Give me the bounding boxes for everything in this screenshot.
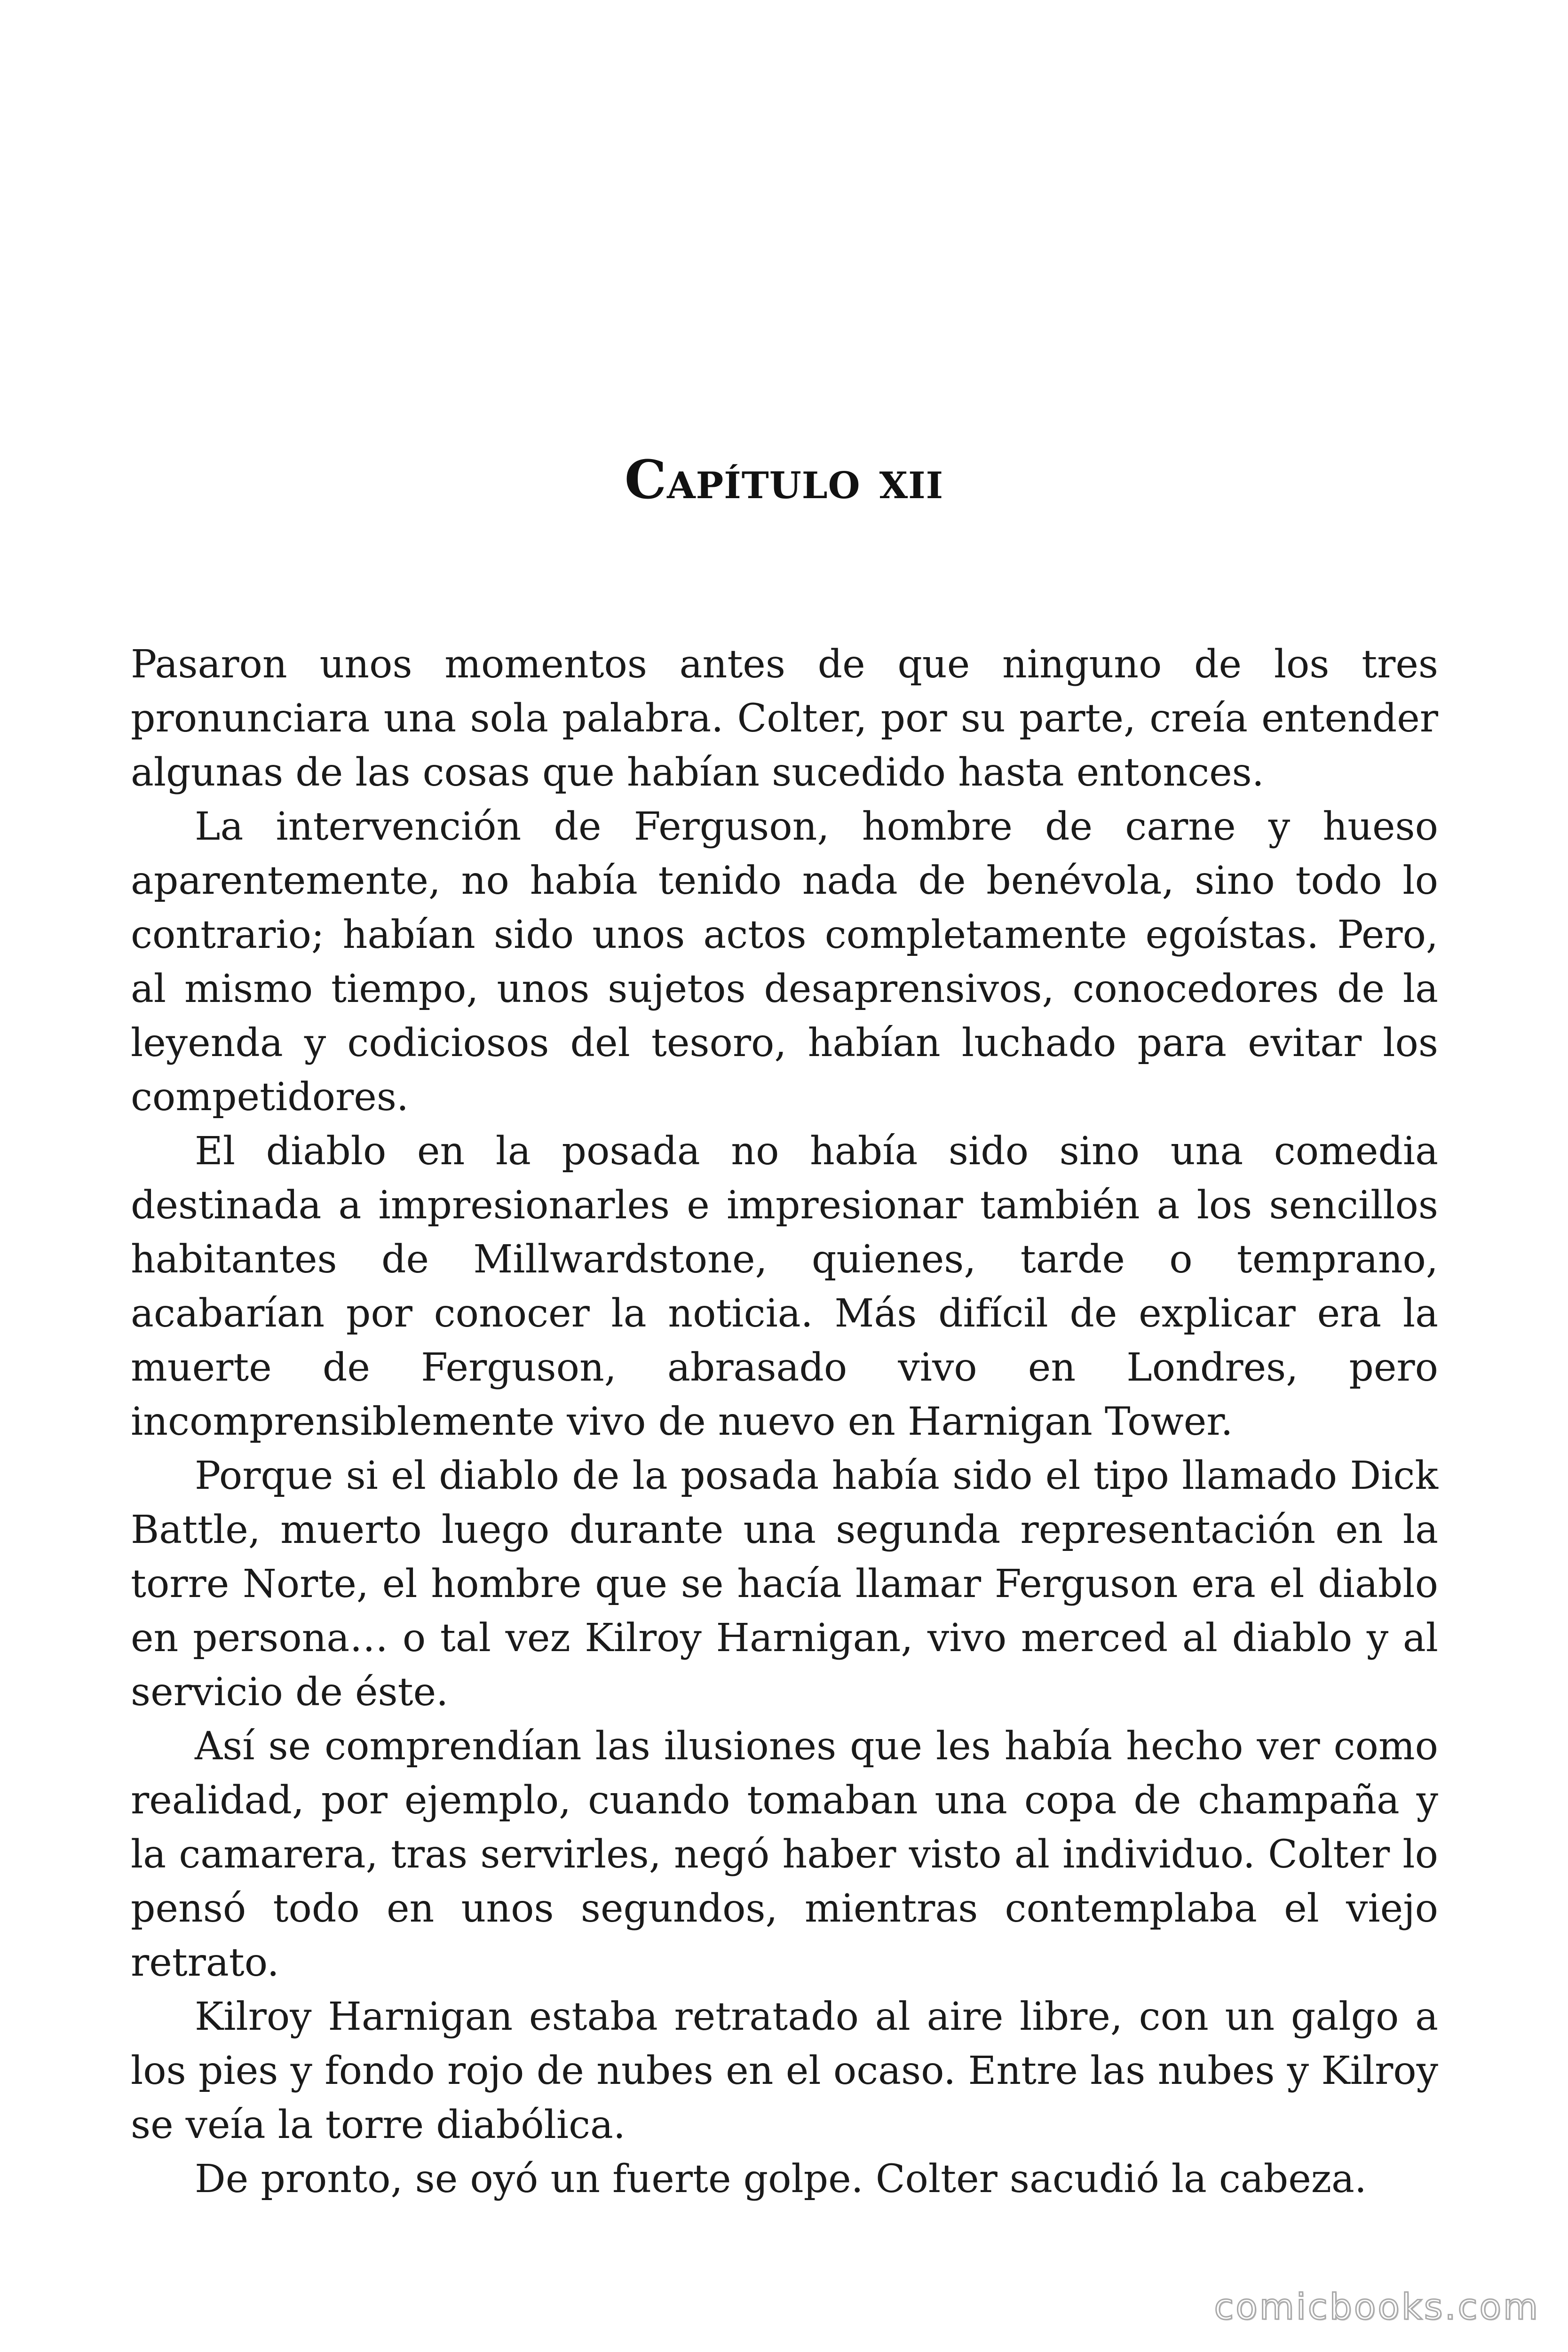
paragraph: El diablo en la posada no había sido sino una comedia destinada a impresionarles e impresionar también a los sencillos habitantes de Millwardstone, quienes, tarde o temprano, acabarían por conocer la noticia. Más difícil de explicar era la muerte de Ferguson, abrasado vivo en Londres, pero incomprensiblemente vivo de nuevo en Harnigan Tower. [131,1129,1438,1444]
paragraph: Así se comprendían las ilusiones que les había hecho ver como realidad, por ejemplo, cuando tomaban una copa de champaña y la camarera, tras servirles, negó haber visto al individuo. Colter lo pensó todo en unos segundos, mientras contemplaba el viejo retrato. [131,1724,1438,1985]
chapter-body [131,637,1438,2206]
paragraph: De pronto, se oyó un fuerte golpe. Colter sacudió la cabeza. [195,2157,1367,2201]
watermark: comicbooks.com [1214,2286,1540,2328]
paragraph: Porque si el diablo de la posada había sido el tipo llamado Dick Battle, muerto luego durante una segunda representación en la torre Norte, el hombre que se hacía llamar Ferguson era el diablo en persona… o tal vez Kilroy Harnigan, vivo merced al diablo y al servicio de éste. [131,1454,1438,1715]
paragraph: La intervención de Ferguson, hombre de carne y hueso aparentemente, no había tenido nada de benévola, sino todo lo contrario; habían sido unos actos completamente egoístas. Pero, al mismo tiempo, unos sujetos desaprensivos, conocedores de la leyenda y codiciosos del tesoro, habían luchado para evitar los competidores. [131,804,1438,1120]
paragraph: Pasaron unos momentos antes de que ninguno de los tres pronunciara una sola palabra. Colter, por su parte, creía entender algunas de las cosas que habían sucedido hasta entonces. [131,642,1438,795]
paragraph: Kilroy Harnigan estaba retratado al aire libre, con un galgo a los pies y fondo rojo de nubes en el ocaso. Entre las nubes y Kilroy se veía la torre diabólica. [131,1994,1438,2147]
chapter-title: Capítulo xii [624,449,944,511]
